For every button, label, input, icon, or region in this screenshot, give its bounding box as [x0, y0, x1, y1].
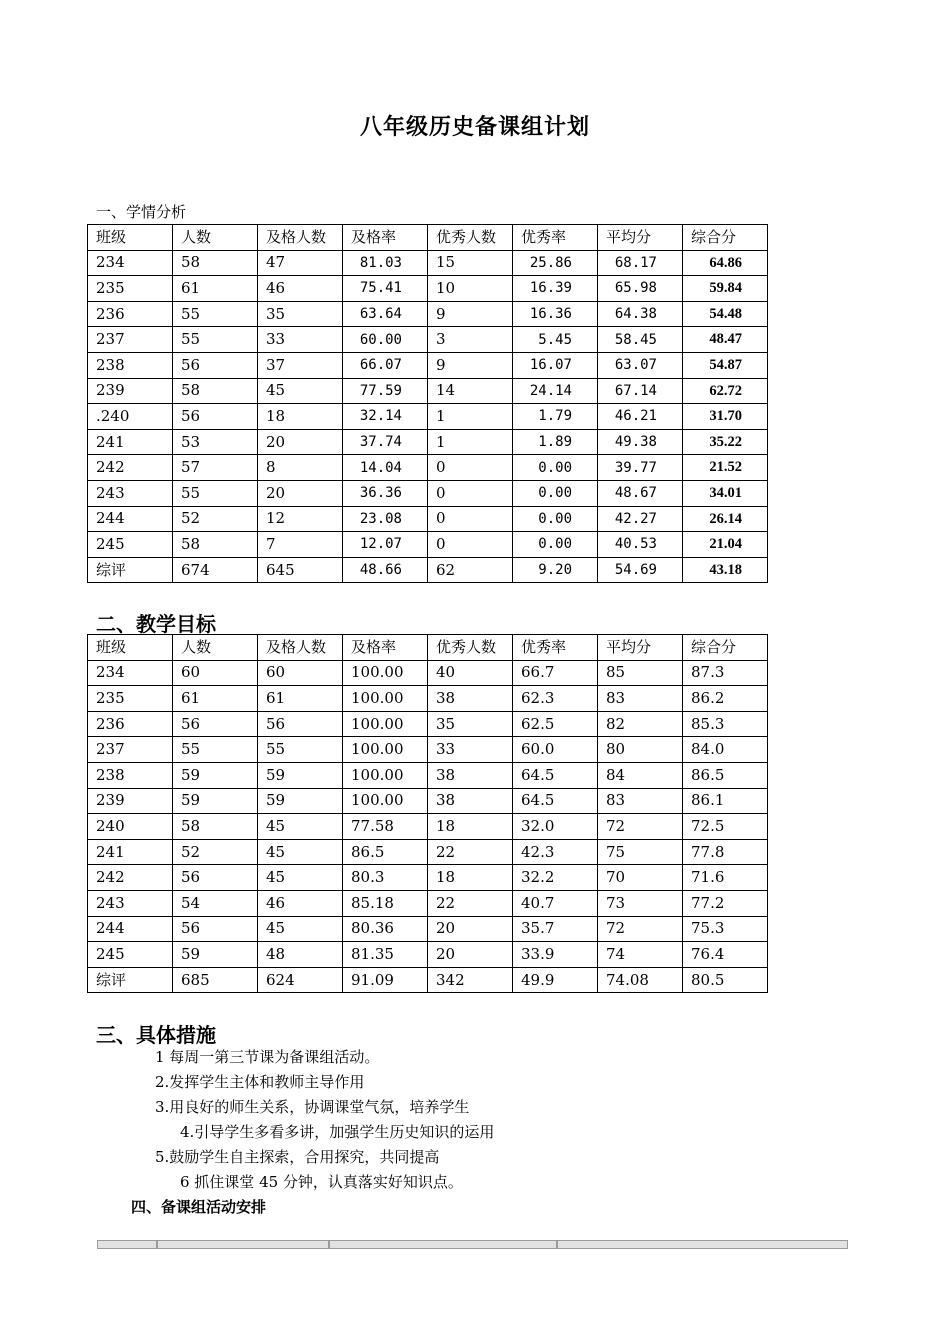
table-cell: 21.04: [683, 532, 768, 558]
table-cell: 0: [428, 506, 513, 532]
section1-heading: 一、学情分析: [96, 203, 187, 221]
table-cell: 35: [428, 711, 513, 737]
table-cell: 31.70: [683, 404, 768, 430]
table-cell: 0: [428, 480, 513, 506]
table-cell: 55: [173, 301, 258, 327]
table-row: [88, 711, 768, 737]
table-cell: 62.72: [683, 378, 768, 404]
table-cell: 60.00: [343, 327, 428, 353]
table-cell: 71.6: [683, 865, 768, 891]
table-row: [88, 327, 768, 353]
table-cell: 45: [258, 865, 343, 891]
table-cell: 14: [428, 378, 513, 404]
table-cell: 54.69: [598, 557, 683, 583]
table-cell: 48: [258, 942, 343, 968]
table-cell: 60.0: [513, 737, 598, 763]
table-row: [88, 404, 768, 430]
table-cell: 241: [88, 839, 173, 865]
column-header: 平均分: [598, 225, 683, 251]
table-cell: 9.20: [513, 557, 598, 583]
table-cell: 674: [173, 557, 258, 583]
table-cell: 59: [258, 762, 343, 788]
section2-heading: 二、教学目标: [96, 612, 216, 636]
table-cell: 100.00: [343, 762, 428, 788]
table-cell: 1.89: [513, 429, 598, 455]
table-cell: 23.08: [343, 506, 428, 532]
column-header: 综合分: [683, 635, 768, 661]
table-cell: 54: [173, 890, 258, 916]
table-row: [88, 967, 768, 993]
table-cell: 242: [88, 455, 173, 481]
table-cell: 综评: [88, 557, 173, 583]
table-cell: 58.45: [598, 327, 683, 353]
table-cell: 15: [428, 250, 513, 276]
table-cell: 64.5: [513, 762, 598, 788]
table-row: [88, 890, 768, 916]
table-cell: 86.5: [683, 762, 768, 788]
table-cell: .240: [88, 404, 173, 430]
table-cell: 82: [598, 711, 683, 737]
table-cell: 40.7: [513, 890, 598, 916]
table-cell: 1: [428, 429, 513, 455]
table-cell: 56: [258, 711, 343, 737]
table-cell: 100.00: [343, 737, 428, 763]
column-header: 优秀人数: [428, 635, 513, 661]
table-cell: 85.18: [343, 890, 428, 916]
table-cell: 22: [428, 839, 513, 865]
table-cell: 237: [88, 737, 173, 763]
table-cell: 18: [428, 865, 513, 891]
table-cell: 49.38: [598, 429, 683, 455]
table-cell: 62.5: [513, 711, 598, 737]
table-cell: 32.2: [513, 865, 598, 891]
table-cell: 16.39: [513, 276, 598, 302]
table-cell: 39.77: [598, 455, 683, 481]
table-row: [88, 916, 768, 942]
table-cell: 63.07: [598, 352, 683, 378]
table-cell: 64.86: [683, 250, 768, 276]
table-cell: 75: [598, 839, 683, 865]
table-cell: 46.21: [598, 404, 683, 430]
table-cell: 84: [598, 762, 683, 788]
table-cell: 53: [173, 429, 258, 455]
table-cell: 236: [88, 301, 173, 327]
table-cell: 55: [173, 480, 258, 506]
table-cell: 20: [428, 942, 513, 968]
table-cell: 61: [173, 276, 258, 302]
table-cell: 0.00: [513, 506, 598, 532]
table-cell: 62: [428, 557, 513, 583]
table-cell: 61: [258, 686, 343, 712]
table-cell: 10: [428, 276, 513, 302]
table-cell: 238: [88, 762, 173, 788]
table-cell: 63.64: [343, 301, 428, 327]
table-cell: 35: [258, 301, 343, 327]
table-cell: 48.67: [598, 480, 683, 506]
table-cell: 12: [258, 506, 343, 532]
table-cell: 0.00: [513, 532, 598, 558]
section4-heading: 四、备课组活动安排: [131, 1198, 267, 1216]
column-header: 优秀率: [513, 225, 598, 251]
column-header: 人数: [173, 225, 258, 251]
table-cell: 45: [258, 378, 343, 404]
table-cell: 48.66: [343, 557, 428, 583]
table-cell: 1.79: [513, 404, 598, 430]
table-cell: 45: [258, 814, 343, 840]
table-cell: 243: [88, 480, 173, 506]
table-cell: 77.58: [343, 814, 428, 840]
table-cell: 33: [428, 737, 513, 763]
table-cell: 37.74: [343, 429, 428, 455]
table-cell: 75.3: [683, 916, 768, 942]
table-cell: 68.17: [598, 250, 683, 276]
table-cell: 57: [173, 455, 258, 481]
table-cell: 59: [173, 942, 258, 968]
table-cell: 86.1: [683, 788, 768, 814]
table-row: [88, 480, 768, 506]
table-cell: 24.14: [513, 378, 598, 404]
table-cell: 81.35: [343, 942, 428, 968]
column-header: 及格人数: [258, 225, 343, 251]
table-cell: 244: [88, 506, 173, 532]
table-row: [88, 276, 768, 302]
table-cell: 77.2: [683, 890, 768, 916]
table-cell: 45: [258, 916, 343, 942]
table-cell: 61: [173, 686, 258, 712]
table-cell: 241: [88, 429, 173, 455]
table-cell: 55: [258, 737, 343, 763]
table-row: [88, 557, 768, 583]
table-cell: 83: [598, 686, 683, 712]
table-cell: 34.01: [683, 480, 768, 506]
measure-item-2: 2.发挥学生主体和教师主导作用: [155, 1073, 365, 1091]
column-header: 及格率: [343, 635, 428, 661]
table-cell: 75.41: [343, 276, 428, 302]
table-cell: 64.5: [513, 788, 598, 814]
table-cell: 242: [88, 865, 173, 891]
table-cell: 81.03: [343, 250, 428, 276]
table-cell: 234: [88, 660, 173, 686]
column-header: 人数: [173, 635, 258, 661]
table-cell: 59: [173, 762, 258, 788]
table-cell: 22: [428, 890, 513, 916]
table-cell: 43.18: [683, 557, 768, 583]
table-row: [88, 455, 768, 481]
table-cell: 100.00: [343, 788, 428, 814]
table-row: [88, 352, 768, 378]
table-cell: 66.7: [513, 660, 598, 686]
table-cell: 46: [258, 276, 343, 302]
table-cell: 59: [173, 788, 258, 814]
table-cell: 84.0: [683, 737, 768, 763]
table-cell: 49.9: [513, 967, 598, 993]
table-cell: 48.47: [683, 327, 768, 353]
table-cell: 58: [173, 250, 258, 276]
table-cell: 62.3: [513, 686, 598, 712]
table-cell: 综评: [88, 967, 173, 993]
document-title: 八年级历史备课组计划: [359, 114, 590, 140]
table-cell: 52: [173, 506, 258, 532]
table-row: [88, 839, 768, 865]
table-cell: 685: [173, 967, 258, 993]
table-row: [88, 250, 768, 276]
table-row: [88, 378, 768, 404]
table-cell: 67.14: [598, 378, 683, 404]
table-cell: 70: [598, 865, 683, 891]
table-cell: 65.98: [598, 276, 683, 302]
column-header: 及格人数: [258, 635, 343, 661]
table-cell: 35.7: [513, 916, 598, 942]
table-cell: 58: [173, 532, 258, 558]
table-cell: 40.53: [598, 532, 683, 558]
table-cell: 240: [88, 814, 173, 840]
table-cell: 1: [428, 404, 513, 430]
table-cell: 55: [173, 737, 258, 763]
table-cell: 72: [598, 916, 683, 942]
table-row: [88, 814, 768, 840]
header-row: [88, 635, 768, 661]
table-cell: 38: [428, 686, 513, 712]
table-cell: 624: [258, 967, 343, 993]
table-row: [88, 942, 768, 968]
table-cell: 58: [173, 378, 258, 404]
measure-item-6: 6 抓住课堂 45 分钟，认真落实好知识点。: [180, 1173, 463, 1191]
table-cell: 73: [598, 890, 683, 916]
table-cell: 237: [88, 327, 173, 353]
table-cell: 14.04: [343, 455, 428, 481]
table-cell: 16.36: [513, 301, 598, 327]
column-header: 班级: [88, 635, 173, 661]
table-cell: 645: [258, 557, 343, 583]
table-cell: 72.5: [683, 814, 768, 840]
table-cell: 9: [428, 301, 513, 327]
table-cell: 80.3: [343, 865, 428, 891]
measure-item-3: 3.用良好的师生关系，协调课堂气氛，培养学生: [155, 1098, 470, 1116]
table-cell: 20: [428, 916, 513, 942]
column-header: 班级: [88, 225, 173, 251]
table-cell: 80.36: [343, 916, 428, 942]
table-cell: 0.00: [513, 480, 598, 506]
table-cell: 91.09: [343, 967, 428, 993]
table-row: [88, 686, 768, 712]
table-cell: 342: [428, 967, 513, 993]
table-cell: 40: [428, 660, 513, 686]
table-cell: 83: [598, 788, 683, 814]
measure-item-1: 1 每周一第三节课为备课组活动。: [155, 1048, 380, 1066]
table-cell: 245: [88, 942, 173, 968]
table-cell: 36.36: [343, 480, 428, 506]
table-cell: 87.3: [683, 660, 768, 686]
table-cell: 20: [258, 480, 343, 506]
table-cell: 66.07: [343, 352, 428, 378]
table-cell: 37: [258, 352, 343, 378]
column-header: 优秀人数: [428, 225, 513, 251]
table-cell: 234: [88, 250, 173, 276]
table-cell: 33: [258, 327, 343, 353]
table-cell: 245: [88, 532, 173, 558]
measure-item-4: 4.引导学生多看多讲，加强学生历史知识的运用: [180, 1123, 495, 1141]
table-cell: 64.38: [598, 301, 683, 327]
table-cell: 38: [428, 788, 513, 814]
table-cell: 236: [88, 711, 173, 737]
section3-heading: 三、具体措施: [96, 1023, 216, 1047]
table-cell: 26.14: [683, 506, 768, 532]
table-cell: 77.8: [683, 839, 768, 865]
table-cell: 20: [258, 429, 343, 455]
table-cell: 46: [258, 890, 343, 916]
activity-schedule-table-edge: [97, 1240, 848, 1249]
table-row: [88, 865, 768, 891]
table-row: [88, 788, 768, 814]
teaching-goal-table: [87, 634, 768, 993]
table-cell: 77.59: [343, 378, 428, 404]
table-cell: 18: [428, 814, 513, 840]
table-row: [88, 429, 768, 455]
table-cell: 38: [428, 762, 513, 788]
table-cell: 55: [173, 327, 258, 353]
table-cell: 80: [598, 737, 683, 763]
table-cell: 100.00: [343, 711, 428, 737]
column-header: 优秀率: [513, 635, 598, 661]
column-header: 平均分: [598, 635, 683, 661]
table-cell: 42.27: [598, 506, 683, 532]
table-cell: 54.87: [683, 352, 768, 378]
table-row: [88, 301, 768, 327]
table-cell: 52: [173, 839, 258, 865]
table-row: [88, 762, 768, 788]
table-cell: 47: [258, 250, 343, 276]
table-cell: 85.3: [683, 711, 768, 737]
column-header: 综合分: [683, 225, 768, 251]
table-cell: 8: [258, 455, 343, 481]
table-cell: 74: [598, 942, 683, 968]
table-cell: 235: [88, 276, 173, 302]
table-cell: 56: [173, 865, 258, 891]
table-cell: 7: [258, 532, 343, 558]
table-cell: 74.08: [598, 967, 683, 993]
column-header: 及格率: [343, 225, 428, 251]
table-cell: 244: [88, 916, 173, 942]
table-cell: 35.22: [683, 429, 768, 455]
table-cell: 32.0: [513, 814, 598, 840]
table-cell: 76.4: [683, 942, 768, 968]
table-cell: 100.00: [343, 660, 428, 686]
table-cell: 238: [88, 352, 173, 378]
table-cell: 0.00: [513, 455, 598, 481]
table-cell: 56: [173, 404, 258, 430]
header-row: [88, 225, 768, 251]
table-cell: 18: [258, 404, 343, 430]
table-cell: 235: [88, 686, 173, 712]
table-cell: 5.45: [513, 327, 598, 353]
table-cell: 0: [428, 532, 513, 558]
table-cell: 59.84: [683, 276, 768, 302]
measure-item-5: 5.鼓励学生自主探索，合用探究，共同提高: [155, 1148, 440, 1166]
table-cell: 12.07: [343, 532, 428, 558]
table-cell: 42.3: [513, 839, 598, 865]
table-cell: 33.9: [513, 942, 598, 968]
table-cell: 85: [598, 660, 683, 686]
table-cell: 56: [173, 711, 258, 737]
current-performance-table: [87, 224, 768, 583]
table-row: [88, 660, 768, 686]
table-cell: 25.86: [513, 250, 598, 276]
table-cell: 239: [88, 788, 173, 814]
table-cell: 243: [88, 890, 173, 916]
table-cell: 21.52: [683, 455, 768, 481]
table-cell: 9: [428, 352, 513, 378]
table-cell: 45: [258, 839, 343, 865]
table-cell: 59: [258, 788, 343, 814]
table-cell: 86.2: [683, 686, 768, 712]
table-cell: 60: [258, 660, 343, 686]
table-cell: 72: [598, 814, 683, 840]
table-cell: 3: [428, 327, 513, 353]
table-cell: 32.14: [343, 404, 428, 430]
table-cell: 0: [428, 455, 513, 481]
table-cell: 58: [173, 814, 258, 840]
table-cell: 56: [173, 352, 258, 378]
table-row: [88, 737, 768, 763]
table-cell: 16.07: [513, 352, 598, 378]
table-cell: 56: [173, 916, 258, 942]
table-cell: 239: [88, 378, 173, 404]
table-cell: 86.5: [343, 839, 428, 865]
table-cell: 60: [173, 660, 258, 686]
table-cell: 54.48: [683, 301, 768, 327]
table-row: [88, 532, 768, 558]
table-row: [88, 506, 768, 532]
table-cell: 100.00: [343, 686, 428, 712]
table-cell: 80.5: [683, 967, 768, 993]
